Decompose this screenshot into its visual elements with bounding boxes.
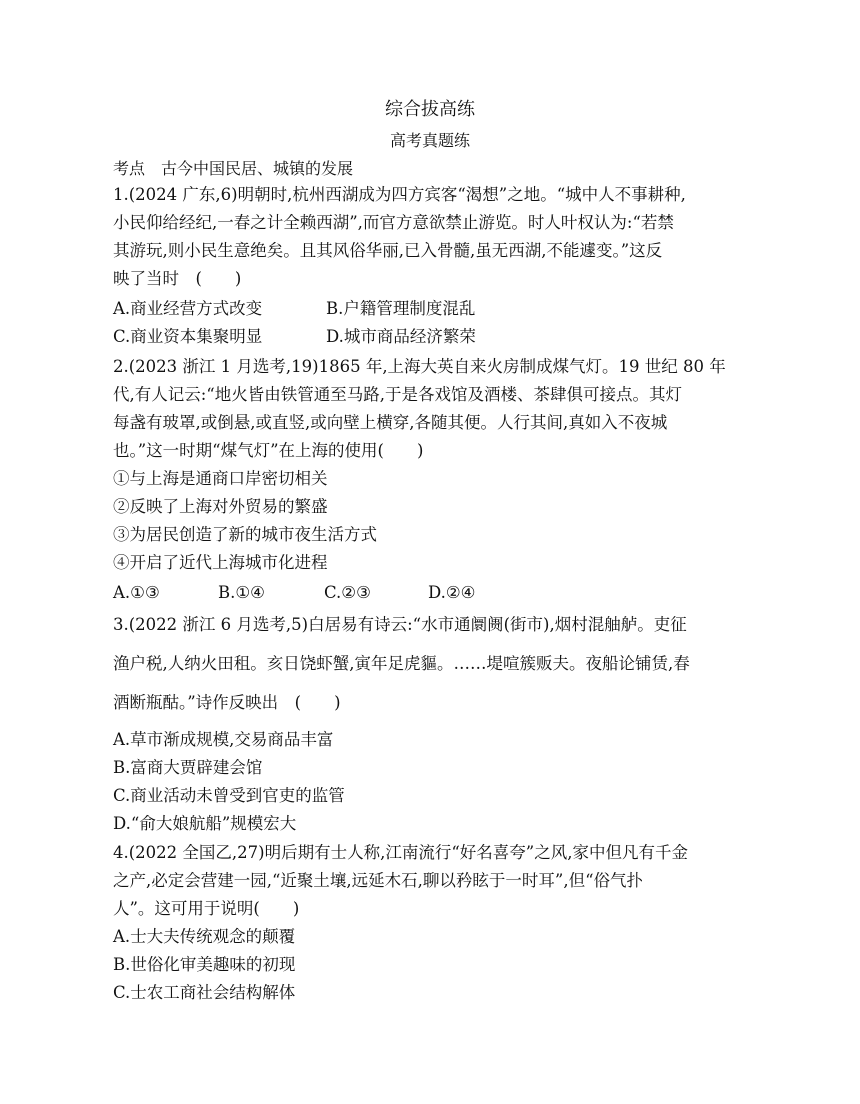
q2-option-b: B.①④ [218, 583, 265, 602]
q1-option-d: D.城市商品经济繁荣 [326, 327, 476, 346]
q2-option-d: D.②④ [428, 583, 476, 602]
q1-option-a: A.商业经营方式改变 [113, 299, 263, 318]
page-title: 综合拔高练 [385, 99, 475, 120]
q2-option-c: C.②③ [324, 583, 371, 602]
q2-option-a: A.①③ [113, 583, 160, 602]
q1-option-b: B.户籍管理制度混乱 [326, 299, 476, 318]
q2-line: 2.(2023 浙江 1 月选考,19)1865 年,上海大英自来火房制成煤气灯。19 世纪 80 年 [113, 357, 726, 376]
q4-line: 之产,必定会营建一园,“近聚土壤,远延木石,聊以矜眩于一时耳”,但“俗气扑 [113, 871, 644, 890]
q2-statement: ②反映了上海对外贸易的繁盛 [113, 497, 328, 516]
q2-statement: ③为居民创造了新的城市夜生活方式 [113, 525, 377, 544]
q4-option-c: C.士农工商社会结构解体 [113, 983, 296, 1002]
q3-option-c: C.商业活动未曾受到官吏的监管 [113, 786, 345, 805]
q3-line: 3.(2022 浙江 6 月选考,5)白居易有诗云:“水市通阛阓(街市),烟村混舳舻。吏征 [113, 615, 687, 634]
q1-line: 映了当时 ( ) [113, 269, 242, 288]
q2-statement: ④开启了近代上海城市化进程 [113, 553, 328, 572]
q4-line: 4.(2022 全国乙,27)明后期有士人称,江南流行“好名喜夸”之风,家中但凡有千金 [113, 843, 688, 862]
q2-line: 也。”这一时期“煤气灯”在上海的使用( ) [113, 441, 424, 460]
q2-line: 每盏有玻罩,或倒悬,或直竖,或向壁上横穿,各随其便。人行其间,真如入不夜城 [113, 413, 668, 432]
q1-option-c: C.商业资本集聚明显 [113, 327, 263, 346]
q4-line: 人”。这可用于说明( ) [113, 899, 300, 918]
q4-option-a: A.士大夫传统观念的颠覆 [113, 927, 296, 946]
q1-line: 其游玩,则小民生意绝矣。且其风俗华丽,已入骨髓,虽无西湖,不能遽变。”这反 [113, 241, 663, 260]
q3-line: 渔户税,人纳火田租。亥日饶虾蟹,寅年足虎貙。……堤喧簇贩夫。夜船论铺赁,春 [113, 654, 690, 673]
q3-line: 酒断瓶酤。”诗作反映出 ( ) [113, 693, 341, 712]
q4-option-b: B.世俗化审美趣味的初现 [113, 955, 296, 974]
q3-option-a: A.草市渐成规模,交易商品丰富 [113, 730, 334, 749]
section-heading: 考点 古今中国民居、城镇的发展 [113, 159, 354, 178]
q1-line: 1.(2024 广东,6)明朝时,杭州西湖成为四方宾客“渴想”之地。“城中人不事耕种, [113, 185, 686, 204]
q1-line: 小民仰给经纪,一春之计全赖西湖”,而官方意欲禁止游览。时人叶权认为:“若禁 [113, 213, 674, 232]
q2-statement: ①与上海是通商口岸密切相关 [113, 469, 328, 488]
q3-option-d: D.“俞大娘航船”规模宏大 [113, 814, 297, 833]
page-subtitle: 高考真题练 [389, 131, 470, 150]
q3-option-b: B.富商大贾辟建会馆 [113, 758, 263, 777]
q2-line: 代,有人记云:“地火皆由铁管通至马路,于是各戏馆及酒楼、茶肆俱可接点。其灯 [113, 385, 682, 404]
